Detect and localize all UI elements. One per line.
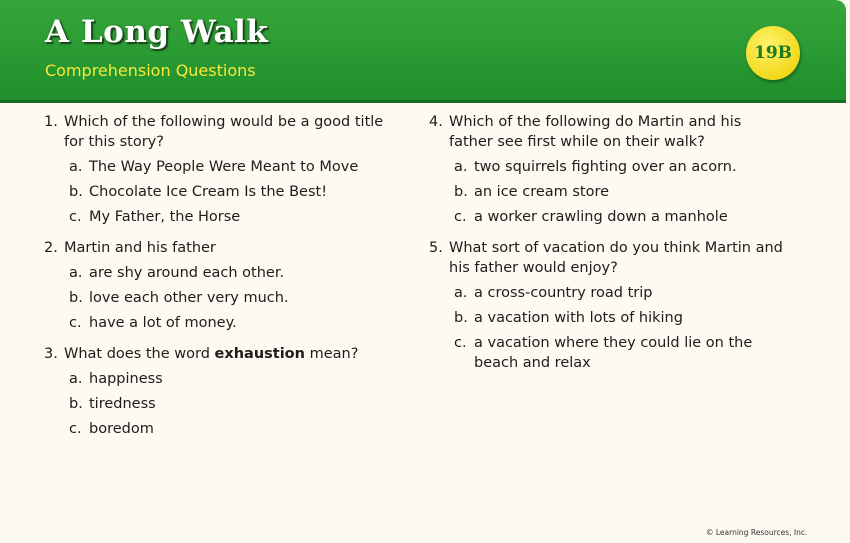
right-column: [429, 112, 789, 384]
option-text: are shy around each other.: [89, 265, 285, 281]
option-text: a vacation where they could lie on the beach and relax: [474, 335, 753, 371]
option-text: two squirrels fighting over an acorn.: [474, 159, 737, 175]
question-text: What sort of vacation do you think Martin and his father would enjoy?: [449, 240, 783, 276]
answer-option: [454, 182, 789, 202]
answer-option: [69, 313, 404, 333]
page-title: A Long Walk: [45, 14, 269, 50]
option-text: a worker crawling down a manhole: [474, 209, 728, 225]
answer-option: [69, 207, 404, 227]
question-text: Martin and his father: [64, 240, 216, 256]
answer-option: [69, 182, 404, 202]
option-letter: b.: [69, 290, 83, 306]
answer-option: [454, 283, 789, 303]
option-letter: c.: [454, 335, 467, 351]
option-letter: b.: [69, 396, 83, 412]
option-letter: b.: [69, 184, 83, 200]
option-letter: c.: [454, 209, 467, 225]
option-letter: c.: [69, 315, 82, 331]
option-letter: c.: [69, 421, 82, 437]
answer-option: [69, 263, 404, 283]
option-text: happiness: [89, 371, 163, 387]
answer-option: [69, 157, 404, 177]
question-number: 4.: [429, 114, 443, 130]
option-letter: a.: [454, 285, 468, 301]
answer-option: [69, 419, 404, 439]
question-text: Which of the following would be a good title for this story?: [64, 114, 384, 150]
question-1: [44, 112, 404, 227]
answer-option: [454, 157, 789, 177]
option-text: boredom: [89, 421, 154, 437]
answer-options: [69, 157, 404, 227]
answer-options: [454, 283, 789, 373]
option-letter: a.: [454, 159, 468, 175]
card-number-badge: 19B: [746, 26, 800, 80]
option-letter: c.: [69, 209, 82, 225]
answer-option: [69, 288, 404, 308]
question-text: [64, 344, 404, 364]
question-text-after: mean?: [304, 346, 359, 362]
option-letter: b.: [454, 310, 468, 326]
option-text: tiredness: [89, 396, 156, 412]
question-text: Which of the following do Martin and his father see first while on their walk?: [449, 114, 742, 150]
question-number: 5.: [429, 240, 443, 256]
option-text: My Father, the Horse: [89, 209, 241, 225]
answer-option: [69, 394, 404, 414]
option-text: love each other very much.: [89, 290, 289, 306]
answer-option: [454, 308, 789, 328]
left-column: [44, 112, 404, 450]
answer-option: [454, 333, 789, 373]
question-number: 1.: [44, 114, 58, 130]
answer-option: [454, 207, 789, 227]
answer-options: [69, 369, 404, 439]
question-3: [44, 344, 404, 439]
question-5: [429, 238, 789, 373]
question-2: [44, 238, 404, 333]
copyright-notice: © Learning Resources, Inc.: [706, 528, 808, 537]
option-text: a cross-country road trip: [474, 285, 653, 301]
option-letter: b.: [454, 184, 468, 200]
question-number: 3.: [44, 346, 58, 362]
question-number: 2.: [44, 240, 58, 256]
option-letter: a.: [69, 159, 83, 175]
vocabulary-word: exhaustion: [214, 346, 305, 362]
option-text: The Way People Were Meant to Move: [89, 159, 359, 175]
option-text: a vacation with lots of hiking: [474, 310, 683, 326]
option-text: an ice cream store: [474, 184, 610, 200]
header-banner: [0, 0, 846, 103]
question-text-before: What does the word: [64, 346, 215, 362]
question-4: [429, 112, 789, 227]
answer-options: [454, 157, 789, 227]
option-letter: a.: [69, 371, 83, 387]
option-text: have a lot of money.: [89, 315, 237, 331]
page-subtitle: Comprehension Questions: [45, 61, 256, 80]
option-text: Chocolate Ice Cream Is the Best!: [89, 184, 328, 200]
answer-options: [69, 263, 404, 333]
answer-option: [69, 369, 404, 389]
option-letter: a.: [69, 265, 83, 281]
